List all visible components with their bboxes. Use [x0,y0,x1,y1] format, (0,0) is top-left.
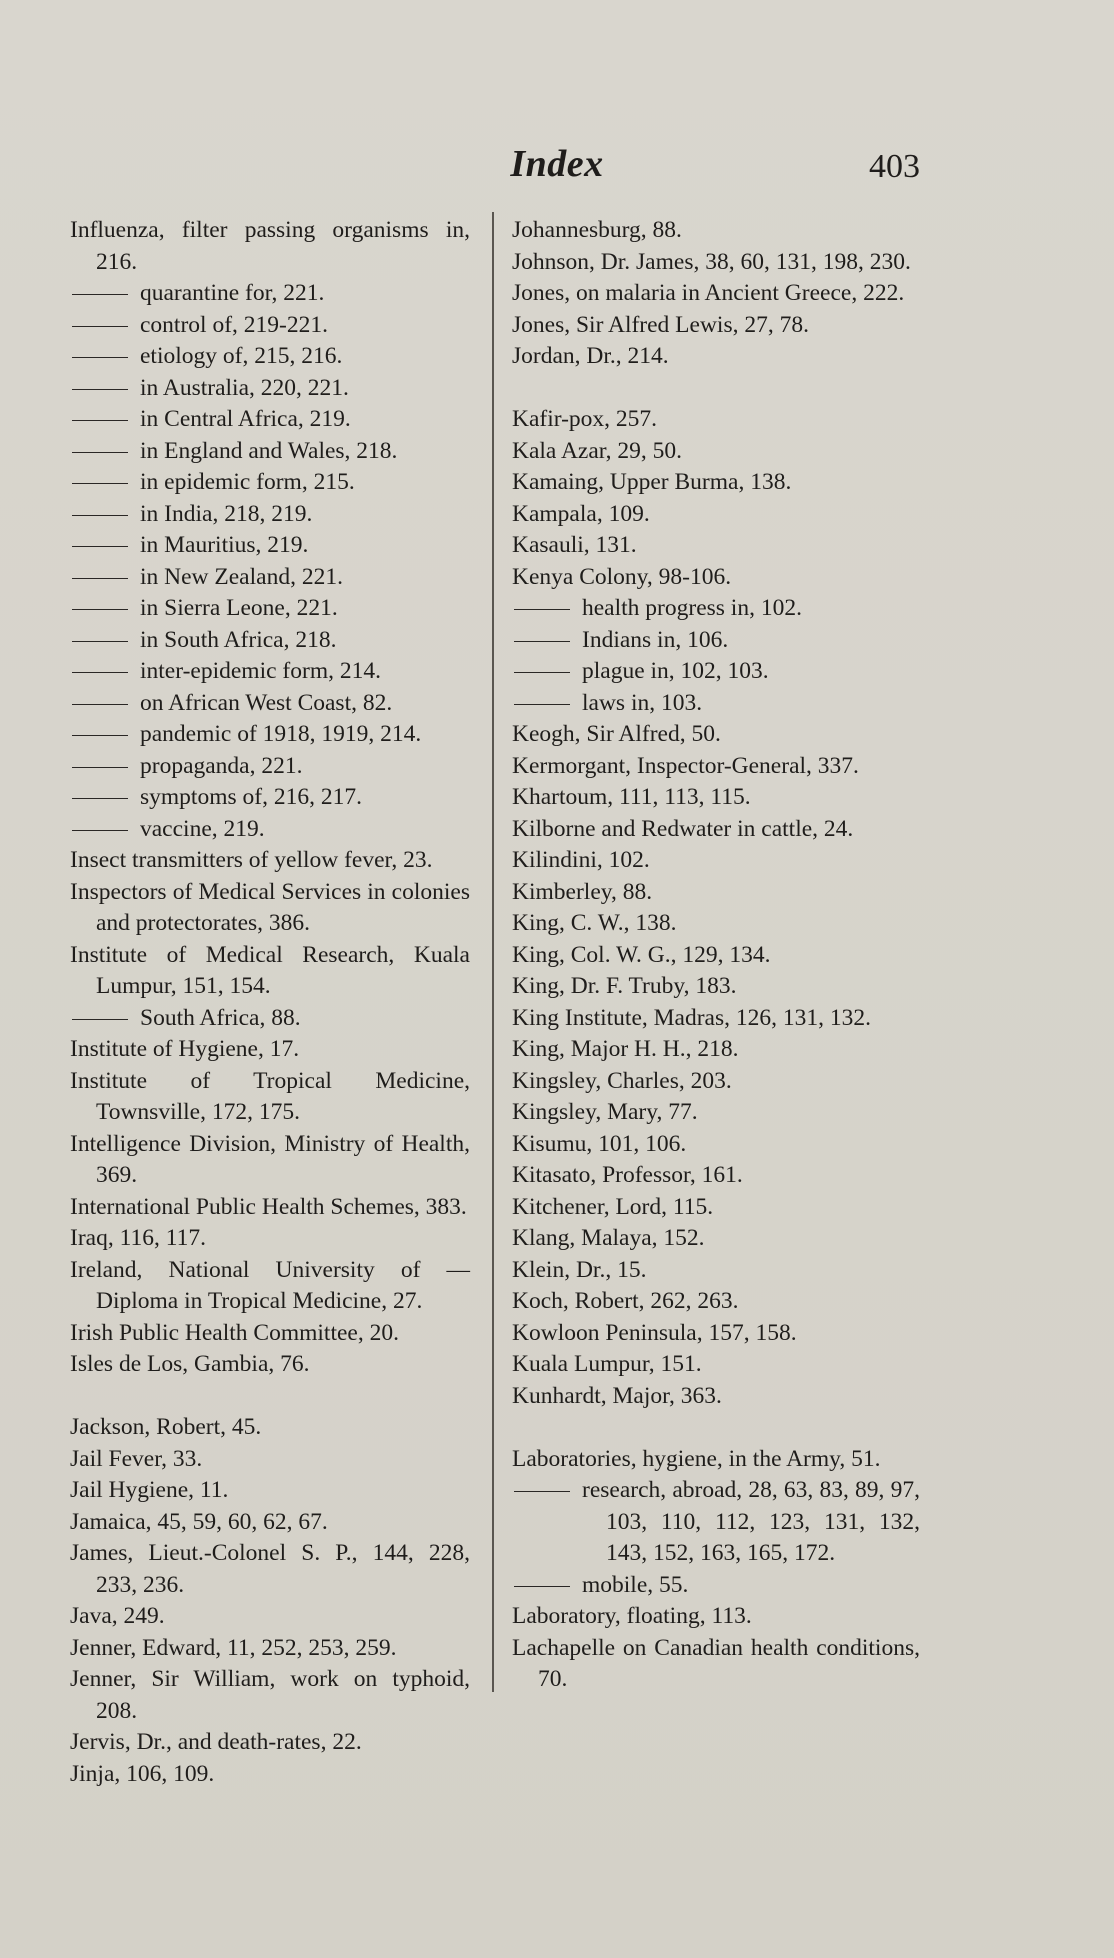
ditto-dash [72,357,128,358]
index-entry-text: Jail Hygiene, 11. [70,1477,229,1503]
ditto-dash [514,1491,570,1492]
index-entry-text: Kingsley, Charles, 203. [512,1067,732,1094]
index-entry-text: Jones, on malaria in Ancient Greece, 222. [512,280,905,306]
index-entry [512,1223,920,1255]
index-entry [512,1444,920,1476]
ditto-dash [72,798,128,799]
index-entry-text: Jail Fever, 33. [70,1445,203,1472]
index-entry [512,1381,920,1413]
column-divider [492,212,494,1692]
index-subentry [70,373,470,405]
index-entry-text: James, Lieut.-Colonel S. P., 144, 228, 233, 236. [70,1540,470,1598]
index-subentry [70,562,470,594]
index-entry-text: Klang, Malaya, 152. [512,1225,705,1251]
ditto-dash [72,641,128,642]
index-entry-text: Intelligence Division, Ministry of Health, 369. [70,1130,470,1188]
index-entry-text: King, Major H. H., 218. [512,1036,739,1062]
index-subentry [70,467,470,499]
index-entry [512,1129,920,1161]
index-entry [512,719,920,751]
index-entry [512,1318,920,1350]
ditto-dash [72,389,128,390]
index-entry [70,1507,470,1539]
index-entry [70,1412,470,1444]
ditto-dash [72,704,128,705]
index-entry [70,1664,470,1727]
index-entry-text: mobile, 55. [582,1571,689,1598]
ditto-dash [514,609,570,610]
index-subentry [70,625,470,657]
ditto-dash [72,609,128,610]
index-entry [512,562,920,594]
index-entry [512,1003,920,1035]
index-entry-text: Johnson, Dr. James, 38, 60, 131, 198, 230. [512,248,911,275]
index-entry-text: pandemic of 1918, 1919, 214. [140,721,422,747]
ditto-dash [72,294,128,295]
index-entry-text: Kafir-pox, 257. [512,406,658,432]
index-subentry [70,751,470,783]
index-subentry [512,625,920,657]
index-entry [70,1727,470,1759]
index-entry-text: Kala Azar, 29, 50. [512,437,683,464]
index-entry-text: Kilborne and Redwater in cattle, 24. [512,815,854,842]
index-entry-text: Kitasato, Professor, 161. [512,1162,743,1188]
index-entry [512,1160,920,1192]
index-entry-text: Kuala Lumpur, 151. [512,1351,702,1377]
index-entry-text: symptoms of, 216, 217. [140,784,362,810]
index-entry-text: Jones, Sir Alfred Lewis, 27, 78. [512,311,809,338]
index-entry-text: control of, 219-221. [140,311,328,338]
ditto-dash [72,830,128,831]
index-entry-text: King, Dr. F. Truby, 183. [512,973,737,999]
index-column-right [512,215,920,1696]
index-entry [512,908,920,940]
index-column-left [70,215,470,1790]
index-entry-text: Institute of Hygiene, 17. [70,1036,300,1062]
index-entry-text: Laboratory, floating, 113. [512,1603,752,1629]
index-entry-text: Jinja, 106, 109. [70,1760,215,1787]
index-entry-text: Jamaica, 45, 59, 60, 62, 67. [70,1508,328,1535]
index-entry-text: laws in, 103. [582,689,703,716]
index-entry-text: Jervis, Dr., and death-rates, 22. [70,1729,362,1755]
index-entry-text: in South Africa, 218. [140,626,337,653]
index-entry-text: quarantine for, 221. [140,280,325,306]
index-entry-text: in India, 218, 219. [140,500,313,527]
index-entry [70,1034,470,1066]
index-entry [70,1318,470,1350]
index-subentry [70,1003,470,1035]
index-entry [512,782,920,814]
index-entry-text: Kisumu, 101, 106. [512,1130,687,1157]
ditto-dash [72,515,128,516]
index-subentry [512,1570,920,1602]
index-entry-text: in Australia, 220, 221. [140,374,349,401]
index-entry [512,814,920,846]
index-entry-text: in England and Wales, 218. [140,437,398,464]
index-subentry [512,593,920,625]
index-entry-text: Irish Public Health Committee, 20. [70,1319,399,1346]
index-entry-text: etiology of, 215, 216. [140,343,343,369]
index-entry [70,1444,470,1476]
index-subentry [70,688,470,720]
index-entry [512,1066,920,1098]
index-entry-text: Isles de Los, Gambia, 76. [70,1351,310,1377]
section-gap [70,1381,470,1413]
index-entry-text: Iraq, 116, 117. [70,1225,206,1251]
index-entry [512,940,920,972]
index-entry-text: Kasauli, 131. [512,532,637,558]
index-entry [70,1066,470,1129]
index-entry-text: Kingsley, Mary, 77. [512,1099,698,1125]
ditto-dash [72,767,128,768]
index-entry-text: on African West Coast, 82. [140,689,393,716]
index-entry [512,845,920,877]
index-entry [512,751,920,783]
ditto-dash [514,672,570,673]
index-entry [512,1349,920,1381]
index-entry-text: Ireland, National University of —Diploma in Tropical Medicine, 27. [70,1256,470,1314]
index-entry [70,1601,470,1633]
index-entry-text: Koch, Robert, 262, 263. [512,1288,739,1314]
index-subentry [70,404,470,436]
index-entry-text: Institute of Tropical Medicine, Townsville, 172, 175. [70,1067,470,1125]
index-subentry [70,310,470,342]
index-entry [512,1286,920,1318]
ditto-dash [514,704,570,705]
index-entry-text: propaganda, 221. [140,752,303,779]
index-entry-text: Kermorgant, Inspector-General, 337. [512,752,859,779]
index-entry-text: Jackson, Robert, 45. [70,1414,262,1440]
ditto-dash [72,1019,128,1020]
index-entry [512,1097,920,1129]
index-entry-text: Kenya Colony, 98-106. [512,563,732,590]
index-entry-text: Lachapelle on Canadian health conditions, 70. [512,1634,920,1692]
index-entry-text: plague in, 102, 103. [582,658,769,684]
index-entry [70,1633,470,1665]
index-entry [70,1192,470,1224]
index-entry [512,1601,920,1633]
ditto-dash [72,672,128,673]
index-subentry [70,499,470,531]
index-subentry [70,530,470,562]
ditto-dash [72,483,128,484]
index-entry [512,1633,920,1696]
index-subentry [70,719,470,751]
index-subentry [70,436,470,468]
index-entry [512,467,920,499]
index-entry [70,1129,470,1192]
index-entry [70,845,470,877]
index-entry-text: Influenza, filter passing organisms in, 216. [70,217,470,275]
index-entry-text: Kampala, 109. [512,500,650,527]
index-entry [512,530,920,562]
index-entry [512,1034,920,1066]
index-entry-text: research, abroad, 28, 63, 83, 89, 97, 103, 110, 112, 123, 131, 132, 143, 152, 163, 165, 172. [582,1477,920,1566]
ditto-dash [514,1586,570,1587]
index-entry-text: Institute of Medical Research, Kuala Lumpur, 151, 154. [70,941,470,999]
section-gap [512,1412,920,1444]
running-title: Index [510,143,604,185]
index-entry-text: King, Col. W. G., 129, 134. [512,941,771,968]
index-subentry [512,688,920,720]
index-entry-text: Laboratories, hygiene, in the Army, 51. [512,1445,881,1472]
index-entry-text: Insect transmitters of yellow fever, 23. [70,847,433,873]
index-entry [70,877,470,940]
index-entry-text: Keogh, Sir Alfred, 50. [512,721,721,747]
ditto-dash [72,420,128,421]
ditto-dash [72,546,128,547]
ditto-dash [72,452,128,453]
index-subentry [70,814,470,846]
index-entry-text: in Central Africa, 219. [140,406,351,432]
index-entry [70,1223,470,1255]
index-entry [70,1538,470,1601]
index-entry-text: in Mauritius, 219. [140,532,309,558]
ditto-dash [514,641,570,642]
index-entry-text: Klein, Dr., 15. [512,1256,647,1283]
index-entry [512,310,920,342]
index-entry [512,278,920,310]
section-gap [512,373,920,405]
index-entry-text: Jenner, Edward, 11, 252, 253, 259. [70,1634,397,1661]
index-entry-text: Khartoum, 111, 113, 115. [512,784,751,810]
index-entry [512,971,920,1003]
index-subentry [70,782,470,814]
index-entry-text: International Public Health Schemes, 383. [70,1193,467,1220]
index-entry-text: vaccine, 219. [140,815,265,842]
index-entry [512,404,920,436]
index-entry [512,247,920,279]
index-entry-text: South Africa, 88. [140,1004,301,1031]
index-subentry [70,278,470,310]
index-entry [512,436,920,468]
index-entry [70,1475,470,1507]
index-entry [70,940,470,1003]
ditto-dash [72,326,128,327]
index-entry [512,341,920,373]
ditto-dash [72,578,128,579]
index-entry [70,1255,470,1318]
index-entry [512,499,920,531]
index-entry-text: Kowloon Peninsula, 157, 158. [512,1319,797,1346]
index-entry-text: Java, 249. [70,1603,165,1629]
index-entry-text: health progress in, 102. [582,595,802,621]
index-entry-text: Inspectors of Medical Services in colonies and protectorates, 386. [70,878,470,936]
index-entry-text: inter-epidemic form, 214. [140,658,381,684]
index-entry-text: Jordan, Dr., 214. [512,343,669,369]
index-entry-text: Jenner, Sir William, work on typhoid, 208. [70,1666,470,1724]
index-subentry [70,341,470,373]
index-entry-text: Johannesburg, 88. [512,217,682,243]
index-entry [512,877,920,909]
index-entry-text: in New Zealand, 221. [140,563,343,590]
index-entry [70,215,470,278]
page-number: 403 [869,148,920,185]
index-entry [70,1759,470,1791]
ditto-dash [72,735,128,736]
index-entry-text: Kilindini, 102. [512,847,650,873]
index-entry [512,215,920,247]
index-subentry [512,1475,920,1570]
index-entry-text: Kamaing, Upper Burma, 138. [512,469,792,495]
index-entry-text: Indians in, 106. [582,626,729,653]
index-entry-text: King, C. W., 138. [512,910,677,936]
index-entry-text: Kunhardt, Major, 363. [512,1382,722,1409]
index-subentry [70,593,470,625]
index-entry-text: Kimberley, 88. [512,878,653,905]
index-entry-text: in Sierra Leone, 221. [140,595,338,621]
index-subentry [70,656,470,688]
index-subentry [512,656,920,688]
index-entry-text: in epidemic form, 215. [140,469,355,495]
index-entry-text: Kitchener, Lord, 115. [512,1193,714,1220]
index-entry [70,1349,470,1381]
index-entry-text: King Institute, Madras, 126, 131, 132. [512,1004,871,1031]
index-entry [512,1192,920,1224]
index-entry [512,1255,920,1287]
